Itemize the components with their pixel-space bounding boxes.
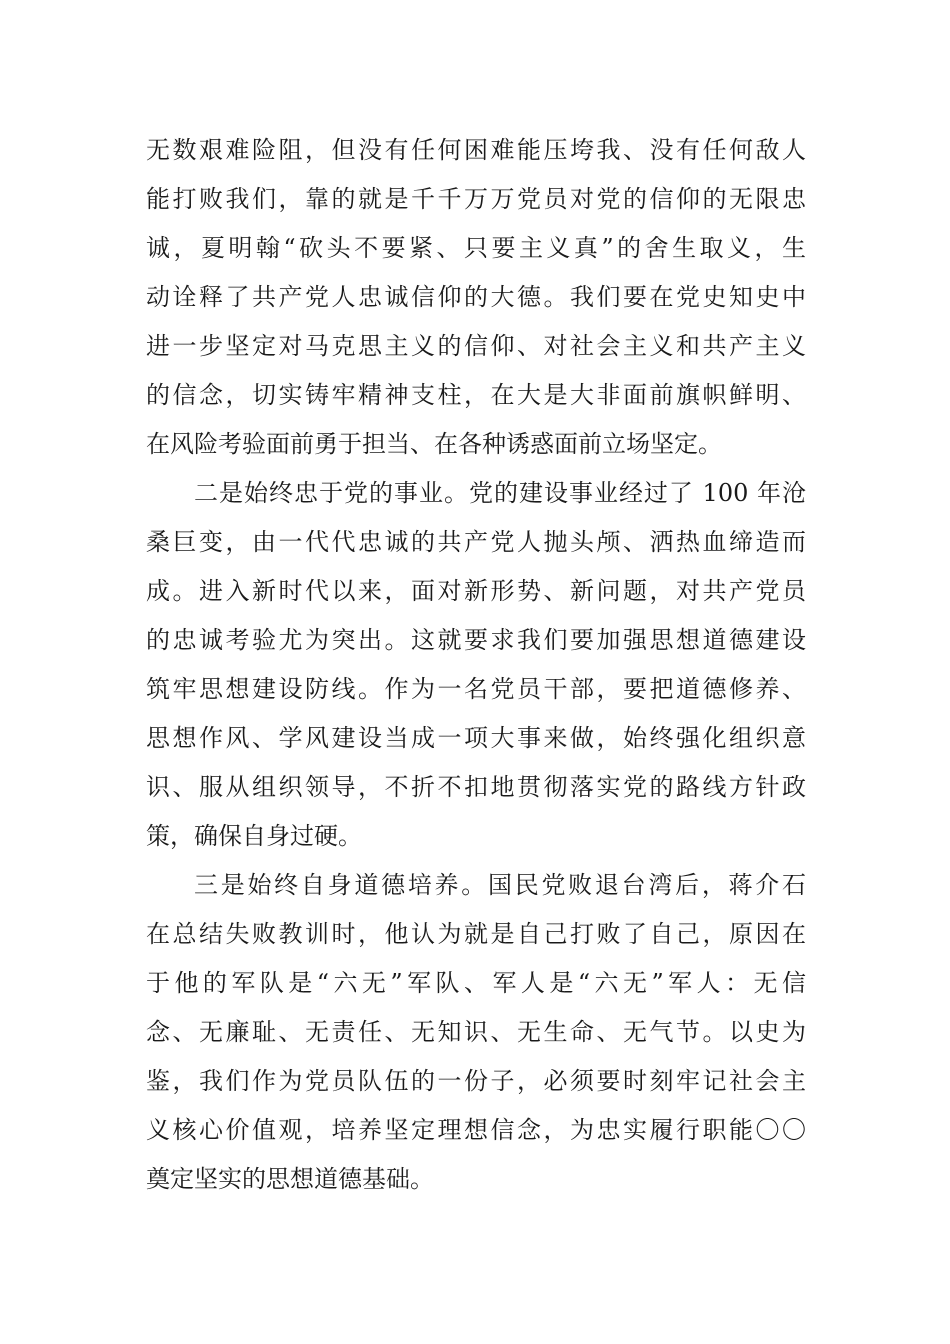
text-line: 三是始终自身道德培养。国民党败退台湾后，蒋介石 xyxy=(194,871,806,899)
text-line: 能打败我们，靠的就是千千万万党员对党的信仰的无限忠 xyxy=(146,185,806,213)
text-line: 进一步坚定对马克思主义的信仰、对社会主义和共产主义 xyxy=(146,332,806,360)
text-line: 策，确保自身过硬。 xyxy=(146,822,362,850)
text-line: 义核心价值观，培养坚定理想信念，为忠实履行职能〇〇 xyxy=(146,1116,806,1144)
text-line: 桑巨变，由一代代忠诚的共产党人抛头颅、洒热血缔造而 xyxy=(146,528,806,556)
text-line: 于他的军队是“六无”军队、军人是“六无”军人：无信 xyxy=(146,969,806,997)
text-line: 识、服从组织领导，不折不扣地贯彻落实党的路线方针政 xyxy=(146,773,806,801)
text-line: 在总结失败教训时，他认为就是自己打败了自己，原因在 xyxy=(146,920,806,948)
text-line: 念、无廉耻、无责任、无知识、无生命、无气节。以史为 xyxy=(146,1018,806,1046)
paragraph-2 xyxy=(146,469,806,861)
text-line: 鉴，我们作为党员队伍的一份子，必须要时刻牢记社会主 xyxy=(146,1067,806,1095)
text-line: 二是始终忠于党的事业。党的建设事业经过了 100 年沧 xyxy=(194,479,806,507)
text-line: 成。进入新时代以来，面对新形势、新问题，对共产党员 xyxy=(146,577,806,605)
text-line: 思想作风、学风建设当成一项大事来做，始终强化组织意 xyxy=(146,724,806,752)
paragraph-3 xyxy=(146,861,806,1204)
text-line: 的忠诚考验尤为突出。这就要求我们要加强思想道德建设 xyxy=(146,626,806,654)
document-body xyxy=(146,126,806,1204)
text-line: 动诠释了共产党人忠诚信仰的大德。我们要在党史知史中 xyxy=(146,283,806,311)
text-line: 无数艰难险阻，但没有任何困难能压垮我、没有任何敌人 xyxy=(146,136,806,164)
paragraph-1 xyxy=(146,126,806,469)
text-line: 在风险考验面前勇于担当、在各种诱惑面前立场坚定。 xyxy=(146,430,722,458)
text-line: 的信念，切实铸牢精神支柱，在大是大非面前旗帜鲜明、 xyxy=(146,381,806,409)
text-line: 诚，夏明翰“砍头不要紧、只要主义真”的舍生取义，生 xyxy=(146,234,806,262)
text-line: 筑牢思想建设防线。作为一名党员干部，要把道德修养、 xyxy=(146,675,806,703)
text-line: 奠定坚实的思想道德基础。 xyxy=(146,1165,434,1193)
